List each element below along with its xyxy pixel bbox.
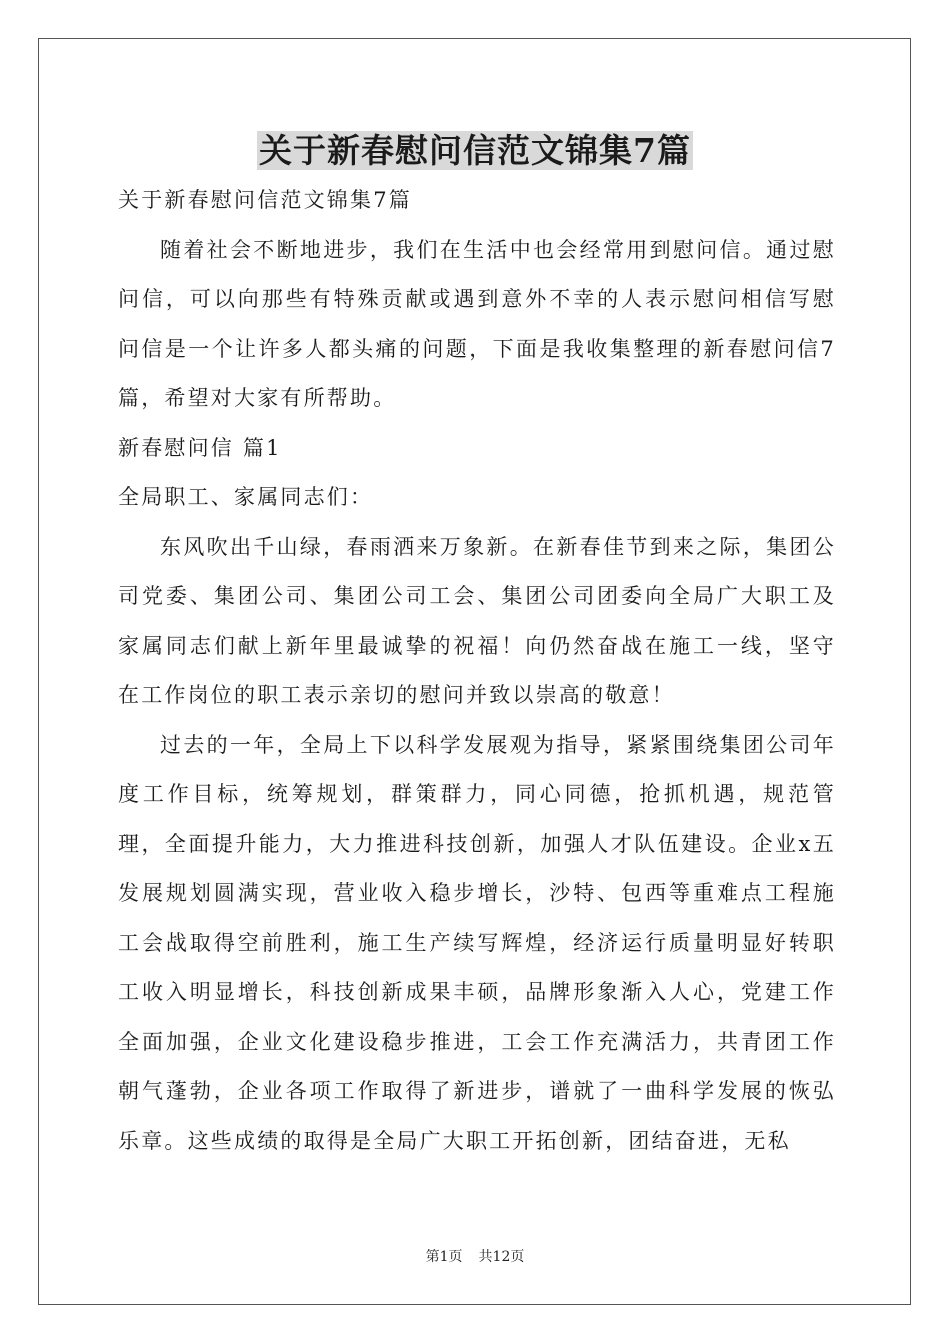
- paragraph: 关于新春慰问信范文锦集7篇: [118, 188, 412, 212]
- document-title: [0, 128, 950, 174]
- page-number: 第1页: [425, 1249, 463, 1265]
- page-total: 共12页: [478, 1249, 525, 1265]
- paragraph: 东风吹出千山绿，春雨洒来万象新。在新春佳节到来之际，集团公司党委、集团公司、集团公司工会、集团公司团委向全局广大职工及家属同志们献上新年里最诚挚的祝福！向仍然奋战在施工一线，坚守在工作岗位的职工表示亲切的慰问并致以崇高的敬意！: [118, 534, 836, 707]
- salutation: 全局职工、家属同志们：: [118, 485, 374, 509]
- paragraph: 过去的一年，全局上下以科学发展观为指导，紧紧围绕集团公司年度工作目标，统筹规划，群策群力，同心同德，抢抓机遇，规范管理，全面提升能力，大力推进科技创新，加强人才队伍建设。企业x五发展规划圆满实现，营业收入稳步增长，沙特、包西等重难点工程施工会战取得空前胜利，施工生产续写辉煌，经济运行质量明显好转职工收入明显增长，科技创新成果丰硕，品牌形象渐入人心，党建工作全面加强，企业文化建设稳步推进，工会工作充满活力，共青团工作朝气蓬勃，企业各项工作取得了新进步，谱就了一曲科学发展的恢弘乐章。这些成绩的取得是全局广大职工开拓创新，团结奋进，无私: [118, 732, 836, 1153]
- document-body: [118, 176, 836, 1166]
- section-heading: 新春慰问信 篇1: [118, 435, 282, 460]
- page-footer: [0, 1248, 950, 1266]
- paragraph: 随着社会不断地进步，我们在生活中也会经常用到慰问信。通过慰问信，可以向那些有特殊贡献或遇到意外不幸的人表示慰问相信写慰问信是一个让许多人都头痛的问题，下面是我收集整理的新春慰问信7篇，希望对大家有所帮助。: [118, 237, 836, 410]
- document-title-text: 关于新春慰问信范文锦集7篇: [259, 131, 691, 170]
